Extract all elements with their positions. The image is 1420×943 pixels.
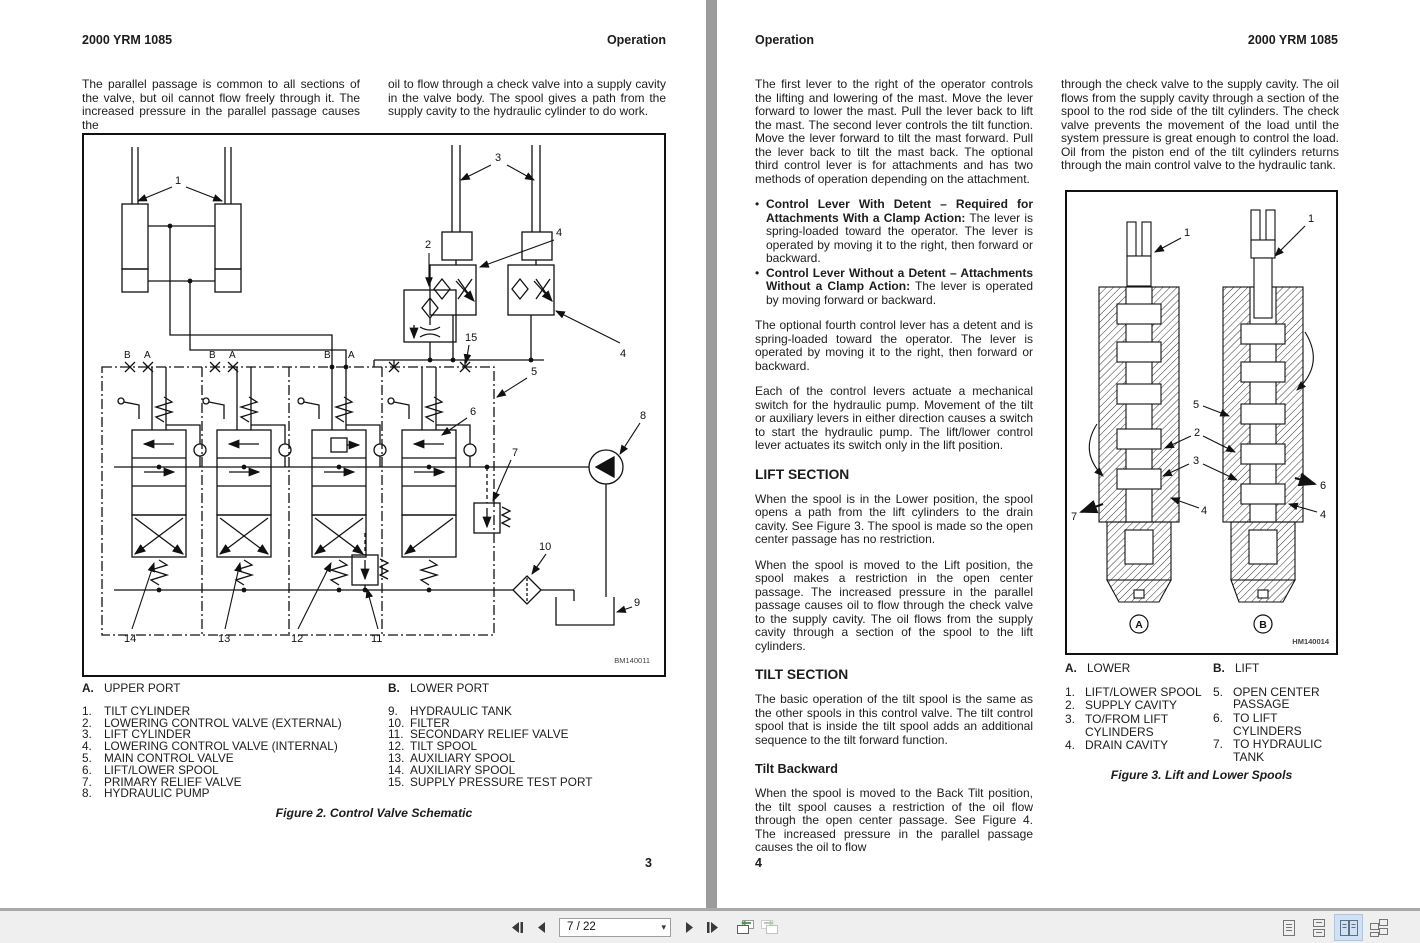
continuous-view-button[interactable] bbox=[1305, 915, 1332, 940]
previous-view-icon bbox=[736, 919, 755, 935]
next-page-button[interactable] bbox=[677, 915, 701, 939]
main-control-valve-boundary bbox=[102, 367, 494, 635]
svg-text:4: 4 bbox=[556, 227, 563, 239]
page-number-combobox[interactable] bbox=[559, 918, 671, 937]
hydraulic-pump-symbol bbox=[589, 450, 623, 597]
svg-text:7: 7 bbox=[512, 447, 519, 459]
paragraph: through the check valve to the supply cavity. The oil flows from the supply cavity through a section of the spool to the rod side of the tilt cylinders. The check valve prevents the movement of the load until the system pressure is great enough to control the load. Oil from the piston end of the tilt cylinders returns through the main control valve to the hydraulic tank. bbox=[1061, 77, 1339, 172]
paragraph: The optional fourth control lever has a detent and is spring-loaded toward the operator. The lever is operated by moving it to the right, then forward or backward. bbox=[755, 318, 1033, 373]
svg-text:A: A bbox=[144, 350, 151, 361]
spool-b-lift bbox=[1223, 210, 1313, 602]
page-header bbox=[755, 33, 1338, 47]
figure3-view-labels bbox=[1130, 615, 1272, 633]
paragraph: oil to flow through a check valve into a supply cavity in the valve body. The spool gives a path from the supply cavity to the hydraulic cylinder to do work. bbox=[388, 77, 666, 118]
svg-text:5: 5 bbox=[531, 366, 538, 378]
svg-text:15: 15 bbox=[465, 332, 478, 344]
hydraulic-tank-symbol bbox=[556, 597, 614, 625]
figure2-caption: Figure 2. Control Valve Schematic bbox=[275, 806, 473, 820]
page-header bbox=[82, 33, 666, 47]
primary-relief-valve bbox=[474, 467, 510, 533]
svg-text:4: 4 bbox=[1201, 505, 1208, 517]
facing-pages-view-button[interactable] bbox=[1335, 915, 1362, 940]
control-valve-schematic bbox=[84, 135, 664, 675]
svg-text:11: 11 bbox=[371, 633, 383, 645]
paragraph: When the spool is in the Lower position, the spool opens a path from the lift cylinders to the drain cavity. See Figure 3. The spool is made so the open center passage has no restriction. bbox=[755, 491, 1033, 546]
svg-text:14: 14 bbox=[124, 633, 137, 645]
first-page-button[interactable] bbox=[505, 915, 529, 939]
svg-text:7: 7 bbox=[1071, 511, 1078, 523]
figure3-frame bbox=[1065, 190, 1338, 655]
first-page-icon bbox=[510, 921, 524, 934]
previous-page-button[interactable] bbox=[529, 915, 553, 939]
svg-text:9: 9 bbox=[634, 597, 641, 609]
paragraph: The basic operation of the tilt spool is the same as the other spools in this control valve. The tilt control spool that is inside the tilt spool adds an additional sequence to the tilt forward function. bbox=[755, 692, 1033, 747]
viewer-toolbar bbox=[0, 908, 1420, 943]
svg-text:1: 1 bbox=[175, 175, 182, 187]
header-section: Operation bbox=[755, 33, 815, 47]
page-number-right: 4 bbox=[755, 856, 762, 870]
pdf-page-right: Operation 2000 YRM 1085 The first lever to the right of the operator controls the lifting and lowering of the mast. Move the lever forward to lower the mast. Pull the lever back to lift the mast. The second lever controls the tilt function. Move the lever forward to tilt the mast forward. Pull the lever back to tilt the mast back. The optional third control lever is for attachments and has two methods of operation depending on the attachment. • Control Lever With Detent – Required for Attachments With a Clamp Action: The lever is spring-loaded toward the operator. The lever is operated by moving it to the right, then forward or backward. • Control Lever Without a Detent – Attachments Without a Clamp Action: The lever is operated by moving forward or backward. The optional fourth control lever has a detent and is spring-loaded toward the operator. The lever is operated by moving it to the right, then forward or backward. Each of the control levers actuate a mechanical switch for the hydraulic pump. Movement of the tilt or auxiliary levers in either direction causes a switch to start the hydraulic pump. The lift/lower control lever actuates its switch only in the lift position. LIFT SECTION When the spool is in the Lower position, the spool opens a path from the lift cylinders to the drain cavity. See Figure 3. The spool is made so the open center passage has no restriction. When the spool is moved to the Lift position, the spool makes a restriction in the open center passage. The increased pressure in the parallel passage causes oil to flow through the check valve to the supply cavity. The oil flows from the supply cavity through a section of the spool to the lift cylinders. TILT SECTION The basic operation of the tilt spool is the same as the other spools in this control valve. The tilt control spool that is inside the tilt spool adds an additional sequence to the tilt forward function. Tilt Backward When the spool is moved to the Back Tilt position, the tilt spool causes a restriction of the oil flow through the open center passage. See Figure 4. The increased pressure in the parallel passage causes the oil to flow through the check valve to the supply cavity. The oil flows from the supply cavity through a section of the spool to the rod side of the tilt cylinders. The check valve prevents the movement of the load until the system pressure is great enough to control the load. Oil from the piston end of the tilt cylinders returns through the main control valve to the hydraulic tank. 1 1 5 2 3 6 4 4 7 A B HM140014 A. LOWER 1. LIFT/LOWER SPOOL 2. SUPPLY CAVITY 3. TO/FROM LIFT CYLINDERS 4. DRAIN CAVITY B. LIFT 5. OPEN CENTER PASSAGE 6. TO LIFT CYLINDERS 7. TO HYDRAULIC TANK Figure 3. Lift and Lower Spools 4 bbox=[717, 0, 1420, 908]
previous-view-button[interactable] bbox=[733, 915, 757, 939]
svg-text:A: A bbox=[348, 350, 355, 361]
lowering-control-valves-internal bbox=[430, 265, 554, 360]
header-doc-code: 2000 YRM 1085 bbox=[1247, 33, 1338, 47]
paragraph: When the spool is moved to the Lift position, the spool makes a restriction in the open center passage. The increased pressure in the parallel passage causes oil to flow through the check valve to the supply cavity. The oil flows from the supply cavity through a section of the spool to the lift cylinders. bbox=[755, 557, 1033, 653]
svg-text:4: 4 bbox=[1320, 509, 1327, 521]
section-heading-lift: LIFT SECTION bbox=[755, 466, 850, 482]
svg-text:5: 5 bbox=[1193, 399, 1200, 411]
page-indicator-value: 7 / 22 bbox=[567, 921, 596, 933]
text-column-left bbox=[755, 78, 1033, 867]
figure2-frame bbox=[82, 133, 666, 677]
next-page-icon bbox=[684, 921, 695, 934]
bullet-item: • Control Lever With Detent – Required for Attachments With a Clamp Action: The lever is spring-loaded toward the operator. The lever is operated by moving it to the right, then forward or backward. bbox=[755, 198, 1033, 266]
section-heading-tilt: TILT SECTION bbox=[755, 667, 849, 682]
svg-text:6: 6 bbox=[470, 406, 477, 418]
svg-text:3: 3 bbox=[1193, 455, 1200, 467]
svg-text:10: 10 bbox=[539, 541, 552, 553]
figure3-caption: Figure 3. Lift and Lower Spools bbox=[1110, 768, 1293, 782]
header-section: Operation bbox=[606, 33, 666, 47]
svg-text:3: 3 bbox=[495, 152, 502, 164]
lift-lower-spools-drawing bbox=[1067, 192, 1336, 653]
text-column-right bbox=[1061, 78, 1339, 185]
callout-arrows bbox=[132, 165, 640, 629]
svg-text:13: 13 bbox=[218, 633, 231, 645]
subheading-tilt-backward: Tilt Backward bbox=[755, 761, 838, 776]
page-gutter bbox=[706, 0, 717, 908]
facing-continuous-view-button[interactable] bbox=[1365, 915, 1392, 940]
spool-valves bbox=[118, 367, 476, 585]
figure2-watermark: BM140011 bbox=[614, 656, 650, 665]
tilt-cylinders bbox=[122, 147, 241, 292]
svg-text:1: 1 bbox=[1308, 213, 1315, 225]
svg-text:A: A bbox=[1135, 619, 1143, 631]
bullet-list bbox=[755, 198, 1033, 307]
page-number-left: 3 bbox=[645, 856, 652, 870]
filter-symbol bbox=[513, 576, 541, 604]
svg-text:12: 12 bbox=[291, 633, 304, 645]
dropdown-caret-icon: ▾ bbox=[661, 921, 666, 932]
svg-text:A: A bbox=[229, 350, 236, 361]
bullet-item: • Control Lever Without a Detent – Attachments Without a Clamp Action: The lever is operated by moving forward or backward. bbox=[755, 267, 1033, 308]
svg-text:B: B bbox=[324, 350, 331, 361]
continuous-page-icon bbox=[1308, 918, 1330, 938]
paragraph: When the spool is moved to the Back Tilt position, the tilt spool causes a restriction of the oil flow through the open center passage. See Figure 4. The increased pressure in the parallel passage causes the oil to flow bbox=[755, 786, 1033, 854]
page-layout-group bbox=[1272, 915, 1392, 940]
junction-dots bbox=[157, 224, 534, 593]
single-page-icon bbox=[1278, 918, 1300, 938]
paragraph: Each of the control levers actuate a mechanical switch for the hydraulic pump. Movement of the tilt or auxiliary levers in either direction causes a switch to start the hydraulic pump. The lift/lower control lever actuates its switch only in the lift position. bbox=[755, 384, 1033, 452]
svg-text:2: 2 bbox=[1194, 427, 1201, 439]
svg-text:6: 6 bbox=[1320, 480, 1327, 492]
spool-a-lower bbox=[1089, 222, 1179, 602]
last-page-button[interactable] bbox=[701, 915, 725, 939]
next-view-button[interactable] bbox=[757, 915, 781, 939]
facing-continuous-icon bbox=[1368, 918, 1390, 938]
last-page-icon bbox=[706, 921, 720, 934]
port-labels bbox=[124, 350, 355, 361]
figure3-watermark: HM140014 bbox=[1292, 637, 1329, 646]
header-doc-code: 2000 YRM 1085 bbox=[82, 33, 173, 47]
next-view-icon bbox=[760, 919, 779, 935]
svg-text:1: 1 bbox=[1184, 227, 1191, 239]
svg-text:4: 4 bbox=[620, 348, 627, 360]
single-page-view-button[interactable] bbox=[1275, 915, 1302, 940]
svg-text:B: B bbox=[209, 350, 216, 361]
pdf-page-left: 2000 YRM 1085 Operation The parallel passage is common to all sections of the valve, but oil cannot flow freely through it. The increased pressure in the parallel passage causes the oil to flow through a check valve into a supply cavity in the valve body. The spool gives a path from the supply cavity to the hydraulic cylinder to do work. 1 2 3 4 4 5 6 7 8 9 10 11 12 13 14 15 B A B A B A BM140011 A. UPPER PORT 1. TILT CYLINDER 2. LOWERING CONTROL VALVE (EXTERNAL) 3. LIFT CYLINDER 4. LOWERING CONTROL VALVE (INTERNAL) 5. MAIN CONTROL VALVE 6. LIFT/LOWER SPOOL 7. PRIMARY RELIEF VALVE 8. HYDRAULIC PUMP B. LOWER PORT 9. HYDRAULIC TANK 10. FILTER 11. SECONDARY RELIEF VALVE 12. TILT SPOOL 13. AUXILIARY SPOOL 14. AUXILIARY SPOOL 15. SUPPLY PRESSURE TEST PORT Figure 2. Control Valve Schematic 3 bbox=[0, 0, 706, 908]
previous-page-icon bbox=[536, 921, 547, 934]
paragraph: The first lever to the right of the operator controls the lifting and lowering of the mast. Move the lever forward to lower the mast. Pull the lever back to lift the mast. The second lever controls the tilt function. Move the lever forward to tilt the mast forward. Pull the lever back to tilt the mast back. The optional third control lever is for attachments and has two methods of operation depending on the attachment. bbox=[755, 77, 1033, 186]
svg-text:2: 2 bbox=[425, 239, 432, 251]
paragraph: The parallel passage is common to all sections of the valve, but oil cannot flow freely through it. The increased pressure in the parallel passage causes the bbox=[82, 77, 360, 132]
facing-pages-icon bbox=[1338, 918, 1360, 938]
svg-text:B: B bbox=[1259, 619, 1267, 631]
svg-text:B: B bbox=[124, 350, 131, 361]
page-navigation-group bbox=[505, 915, 781, 939]
svg-text:8: 8 bbox=[640, 410, 647, 422]
